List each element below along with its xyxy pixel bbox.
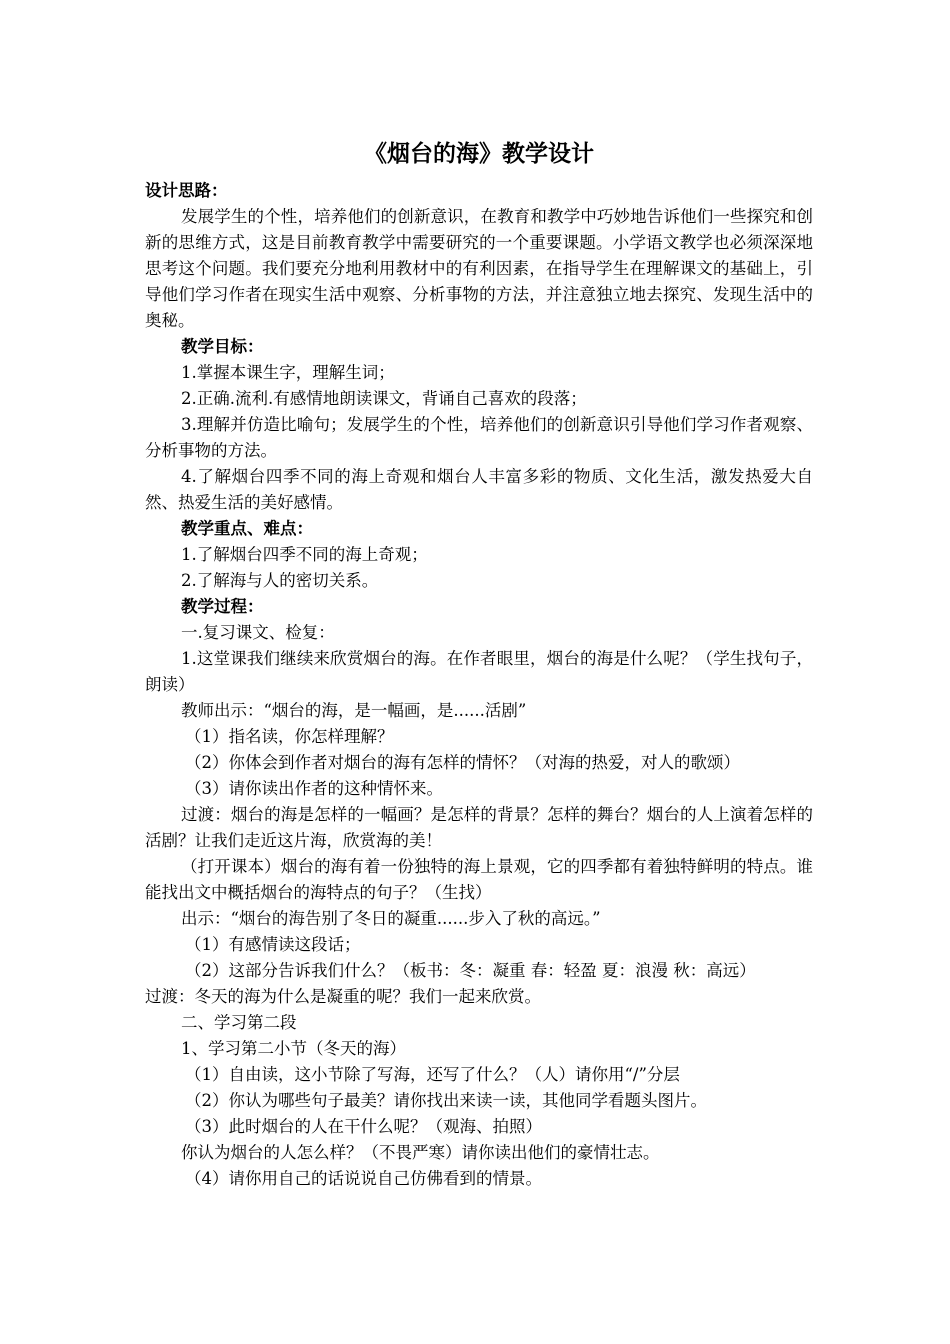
design-heading: 设计思路：	[145, 181, 228, 200]
paragraph: （打开课本）烟台的海有着一份独特的海上景观，它的四季都有着独特鲜明的特点。谁能找出文中概括烟台的海特点的句子？（生找）	[145, 857, 813, 902]
goal-item: 2.正确.流利.有感情地朗读课文，背诵自己喜欢的段落；	[181, 389, 587, 408]
question-item: （2）这部分告诉我们什么？（板书：冬：凝重 春：轻盈 夏：浪漫 秋：高远）	[185, 961, 756, 980]
subsection-heading: 1、学习第二小节（冬天的海）	[181, 1039, 406, 1058]
paragraph: 你认为烟台的人怎么样？（不畏严寒）请你读出他们的豪情壮志。	[181, 1143, 660, 1162]
question-item: （3）此时烟台的人在干什么呢？（观海、拍照）	[185, 1117, 542, 1136]
goal-item: 3.理解并仿造比喻句；发展学生的个性，培养他们的创新意识引导他们学习作者观察、分析事物的方法。	[145, 415, 813, 460]
key-point: 2.了解海与人的密切关系。	[181, 571, 379, 590]
document-page	[145, 138, 813, 1192]
question-item: （1）自由读，这小节除了写海，还写了什么？（人）请你用“/”分层	[185, 1065, 680, 1084]
question-item: （1）指名读，你怎样理解？	[185, 727, 394, 746]
document-title: 《烟台的海》教学设计	[364, 141, 594, 167]
paragraph: 过渡：烟台的海是怎样的一幅画？是怎样的背景？怎样的舞台？烟台的人上演着怎样的活剧？让我们走近这片海，欣赏海的美！	[145, 805, 813, 850]
question-item: （2）你认为哪些句子最美？请你找出来读一读，其他同学看题头图片。	[185, 1091, 707, 1110]
goals-heading: 教学目标：	[181, 337, 264, 356]
question-item: （2）你体会到作者对烟台的海有怎样的情怀？（对海的热爱，对人的歌颂）	[185, 753, 740, 772]
section-heading: 一.复习课文、检复：	[181, 623, 335, 642]
paragraph: 教师出示：“烟台的海，是一幅画，是......活剧”	[181, 701, 527, 720]
section-heading: 二、学习第二段	[181, 1013, 297, 1032]
question-item: （3）请你读出作者的这种情怀来。	[185, 779, 443, 798]
goal-item: 4.了解烟台四季不同的海上奇观和烟台人丰富多彩的物质、文化生活，激发热爱大自然、热爱生活的美好感情。	[145, 467, 813, 512]
key-heading: 教学重点、难点：	[181, 519, 313, 538]
design-paragraph: 发展学生的个性，培养他们的创新意识，在教育和教学中巧妙地告诉他们一些探究和创新的思维方式，这是目前教育教学中需要研究的一个重要课题。小学语文教学也必须深深地思考这个问题。我们要充分地利用教材中的有利因素，在指导学生在理解课文的基础上，引导他们学习作者在现实生活中观察、分析事物的方法，并注意独立地去探究、发现生活中的奥秘。	[145, 207, 813, 330]
paragraph: 出示：“烟台的海告别了冬日的凝重......步入了秋的高远。”	[181, 909, 601, 928]
goal-item: 1.掌握本课生字，理解生词；	[181, 363, 395, 382]
question-item: （4）请你用自己的话说说自己仿佛看到的情景。	[185, 1169, 542, 1188]
paragraph: 1.这堂课我们继续来欣赏烟台的海。在作者眼里，烟台的海是什么呢？（学生找句子，朗读）	[145, 649, 813, 694]
question-item: （1）有感情读这段话；	[185, 935, 361, 954]
process-heading: 教学过程：	[181, 597, 264, 616]
paragraph: 过渡：冬天的海为什么是凝重的呢？我们一起来欣赏。	[145, 987, 541, 1006]
key-point: 1.了解烟台四季不同的海上奇观；	[181, 545, 428, 564]
